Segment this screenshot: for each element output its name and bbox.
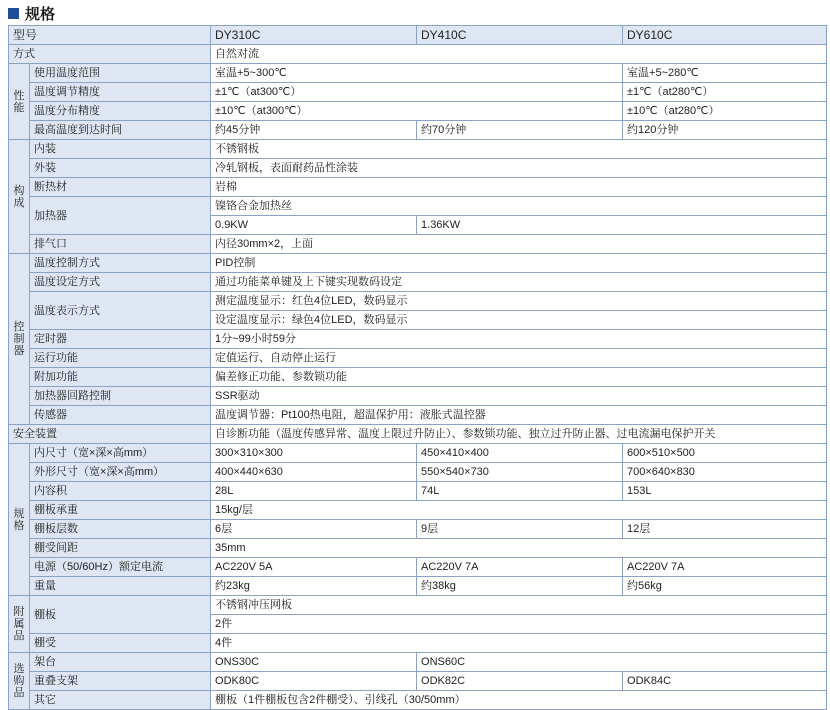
row-label: 其它 [30,691,211,710]
model-dy610c: DY610C [623,26,827,45]
cell-value: 9层 [417,520,623,539]
cell-value: 6层 [211,520,417,539]
cell-value: 不锈钢冲压网板 [211,596,827,615]
cell-value: 定值运行、自动停止运行 [211,349,827,368]
row-label: 外装 [30,159,211,178]
table-row [9,102,827,121]
cell-value: 4件 [211,634,827,653]
table-row [9,64,827,83]
cell-value: 约23kg [211,577,417,596]
cell-value: AC220V 7A [417,558,623,577]
table-row [9,425,827,444]
row-label: 方式 [9,45,211,64]
table-row [9,406,827,425]
cell-value: 550×540×730 [417,463,623,482]
cell-value: 室温+5~300℃ [211,64,623,83]
table-row [9,501,827,520]
table-row [9,235,827,254]
row-label: 运行功能 [30,349,211,368]
row-label: 使用温度范围 [30,64,211,83]
table-row [9,387,827,406]
cell-value: 28L [211,482,417,501]
cell-value: 2件 [211,615,827,634]
table-row [9,463,827,482]
cell-value: 约120分钟 [623,121,827,140]
table-row [9,45,827,64]
cell-value: 0.9KW [211,216,417,235]
table-row [9,83,827,102]
row-label: 附加功能 [30,368,211,387]
row-label: 棚板承重 [30,501,211,520]
cell-value: ODK80C [211,672,417,691]
cell-value: 镍铬合金加热丝 [211,197,827,216]
section-title: 规格 [25,5,56,23]
cell-value: 通过功能菜单键及上下键实现数码设定 [211,273,827,292]
cell-value: ODK84C [623,672,827,691]
cell-value: 不锈钢板 [211,140,827,159]
cell-value: 15kg/层 [211,501,827,520]
table-row [9,691,827,710]
row-label: 重量 [30,577,211,596]
group-label-options: 选购品 [9,653,30,710]
table-row [9,178,827,197]
cell-value: ±1℃（at300℃） [211,83,623,102]
cell-value: 700×640×830 [623,463,827,482]
table-row [9,520,827,539]
table-row [9,330,827,349]
cell-value: 室温+5~280℃ [623,64,827,83]
cell-value: AC220V 5A [211,558,417,577]
header-label: 型号 [9,26,211,45]
table-row [9,254,827,273]
table-row [9,140,827,159]
cell-value: 450×410×400 [417,444,623,463]
cell-value: 74L [417,482,623,501]
cell-value: 约38kg [417,577,623,596]
row-label: 加热器回路控制 [30,387,211,406]
cell-value: ODK82C [417,672,623,691]
cell-value: 自然对流 [211,45,827,64]
cell-value: ±10℃（at300℃） [211,102,623,121]
group-label-structure: 构成 [9,140,30,254]
cell-value: 内径30mm×2，上面 [211,235,827,254]
cell-value: 400×440×630 [211,463,417,482]
cell-value: 约56kg [623,577,827,596]
model-dy310c: DY310C [211,26,417,45]
section-title-bar [8,3,55,23]
cell-value: 偏差修正功能、参数锁功能 [211,368,827,387]
table-row [9,539,827,558]
table-row [9,368,827,387]
row-label: 安全装置 [9,425,211,444]
row-label: 传感器 [30,406,211,425]
row-label: 内尺寸（宽×深×高mm） [30,444,211,463]
row-label: 棚板层数 [30,520,211,539]
row-label: 重叠支架 [30,672,211,691]
cell-value: ONS60C [417,653,827,672]
square-icon [8,8,19,19]
cell-value: 岩棉 [211,178,827,197]
row-label: 断热材 [30,178,211,197]
cell-value: 1分~99小时59分 [211,330,827,349]
cell-value: 600×510×500 [623,444,827,463]
cell-value: ONS30C [211,653,417,672]
cell-value: 153L [623,482,827,501]
group-label-accessories: 附属品 [9,596,30,653]
cell-value: SSR驱动 [211,387,827,406]
row-label: 排气口 [30,235,211,254]
cell-value: 35mm [211,539,827,558]
table-row [9,292,827,311]
table-row [9,197,827,216]
cell-value: 1.36KW [417,216,827,235]
row-label: 棚受间距 [30,539,211,558]
row-label: 内装 [30,140,211,159]
table-row [9,634,827,653]
cell-value: PID控制 [211,254,827,273]
cell-value: ±1℃（at280℃） [623,83,827,102]
row-label: 温度设定方式 [30,273,211,292]
row-label: 外形尺寸（宽×深×高mm） [30,463,211,482]
cell-value: 12层 [623,520,827,539]
cell-value: 自诊断功能（温度传感异常、温度上限过升防止）、参数锁功能、独立过升防止器、过电流漏电保护开关 [211,425,827,444]
row-label: 定时器 [30,330,211,349]
spec-table [8,25,827,710]
cell-value: 测定温度显示：红色4位LED，数码显示 [211,292,827,311]
cell-value: 棚板（1件棚板包含2件棚受）、引线孔（30/50mm） [211,691,827,710]
row-label: 棚板 [30,596,211,634]
row-label: 架台 [30,653,211,672]
cell-value: 300×310×300 [211,444,417,463]
cell-value: 约70分钟 [417,121,623,140]
cell-value: 冷轧钢板，表面耐药品性涂装 [211,159,827,178]
table-row [9,273,827,292]
table-row [9,349,827,368]
table-row [9,596,827,615]
row-label: 温度控制方式 [30,254,211,273]
table-row [9,653,827,672]
cell-value: ±10℃（at280℃） [623,102,827,121]
table-row [9,159,827,178]
group-label-controller: 控制器 [9,254,30,425]
row-label: 最高温度到达时间 [30,121,211,140]
group-label-performance: 性能 [9,64,30,140]
table-row [9,577,827,596]
row-label: 棚受 [30,634,211,653]
model-dy410c: DY410C [417,26,623,45]
cell-value: 设定温度显示：绿色4位LED，数码显示 [211,311,827,330]
cell-value: AC220V 7A [623,558,827,577]
table-row [9,558,827,577]
table-row [9,444,827,463]
table-row [9,482,827,501]
row-label: 电源（50/60Hz）额定电流 [30,558,211,577]
group-label-specification: 规格 [9,444,30,596]
row-label: 温度表示方式 [30,292,211,330]
row-label: 温度分布精度 [30,102,211,121]
cell-value: 温度调节器：Pt100热电阻，超温保护用：液胀式温控器 [211,406,827,425]
table-row [9,121,827,140]
cell-value: 约45分钟 [211,121,417,140]
row-label: 温度调节精度 [30,83,211,102]
table-header-row [9,26,827,45]
row-label: 加热器 [30,197,211,235]
row-label: 内容积 [30,482,211,501]
table-row [9,672,827,691]
